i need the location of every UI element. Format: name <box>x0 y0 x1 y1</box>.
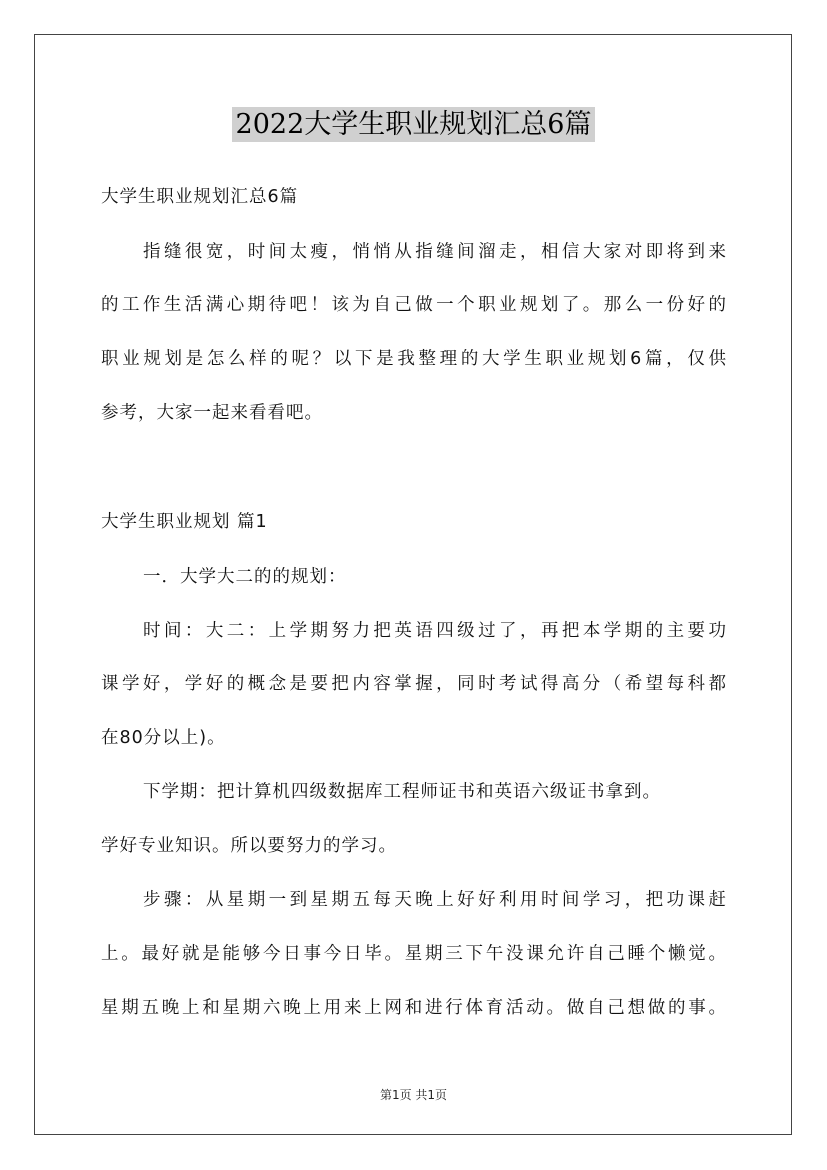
steps-line: 星期五晚上和星期六晚上用来上网和进行体育活动。做自己想做的事。 <box>101 998 727 1018</box>
subtitle: 大学生职业规划汇总6篇 <box>101 187 299 207</box>
steps-line: 步骤：从星期一到星期五每天晚上好好利用时间学习，把功课赶 <box>143 890 727 910</box>
steps-line: 上。最好就是能够今日事今日毕。星期三下午没课允许自己睡个懒觉。 <box>101 944 727 964</box>
time-line: 时间：大二：上学期努力把英语四级过了，再把本学期的主要功 <box>143 621 727 641</box>
intro-line: 职业规划是怎么样的呢？以下是我整理的大学生职业规划6篇，仅供 <box>101 349 727 369</box>
next-term-line: 下学期：把计算机四级数据库工程师证书和英语六级证书拿到。 <box>143 782 661 802</box>
page-footer: 第1页 共1页 <box>379 1088 448 1102</box>
section-heading: 大学生职业规划 篇1 <box>101 512 268 532</box>
document-title: 2022大学生职业规划汇总6篇 <box>0 102 827 141</box>
time-line: 在80分以上)。 <box>101 728 226 748</box>
time-line: 课学好，学好的概念是要把内容掌握，同时考试得高分（希望每科都 <box>101 674 727 694</box>
intro-line: 指缝很宽，时间太瘦，悄悄从指缝间溜走，相信大家对即将到来 <box>143 242 727 262</box>
intro-line: 参考，大家一起来看看吧。 <box>101 403 323 423</box>
next-term-line: 学好专业知识。所以要努力的学习。 <box>101 836 397 856</box>
intro-line: 的工作生活满心期待吧！该为自己做一个职业规划了。那么一份好的 <box>101 295 727 315</box>
item-heading: 一．大学大二的的规划： <box>143 567 347 587</box>
